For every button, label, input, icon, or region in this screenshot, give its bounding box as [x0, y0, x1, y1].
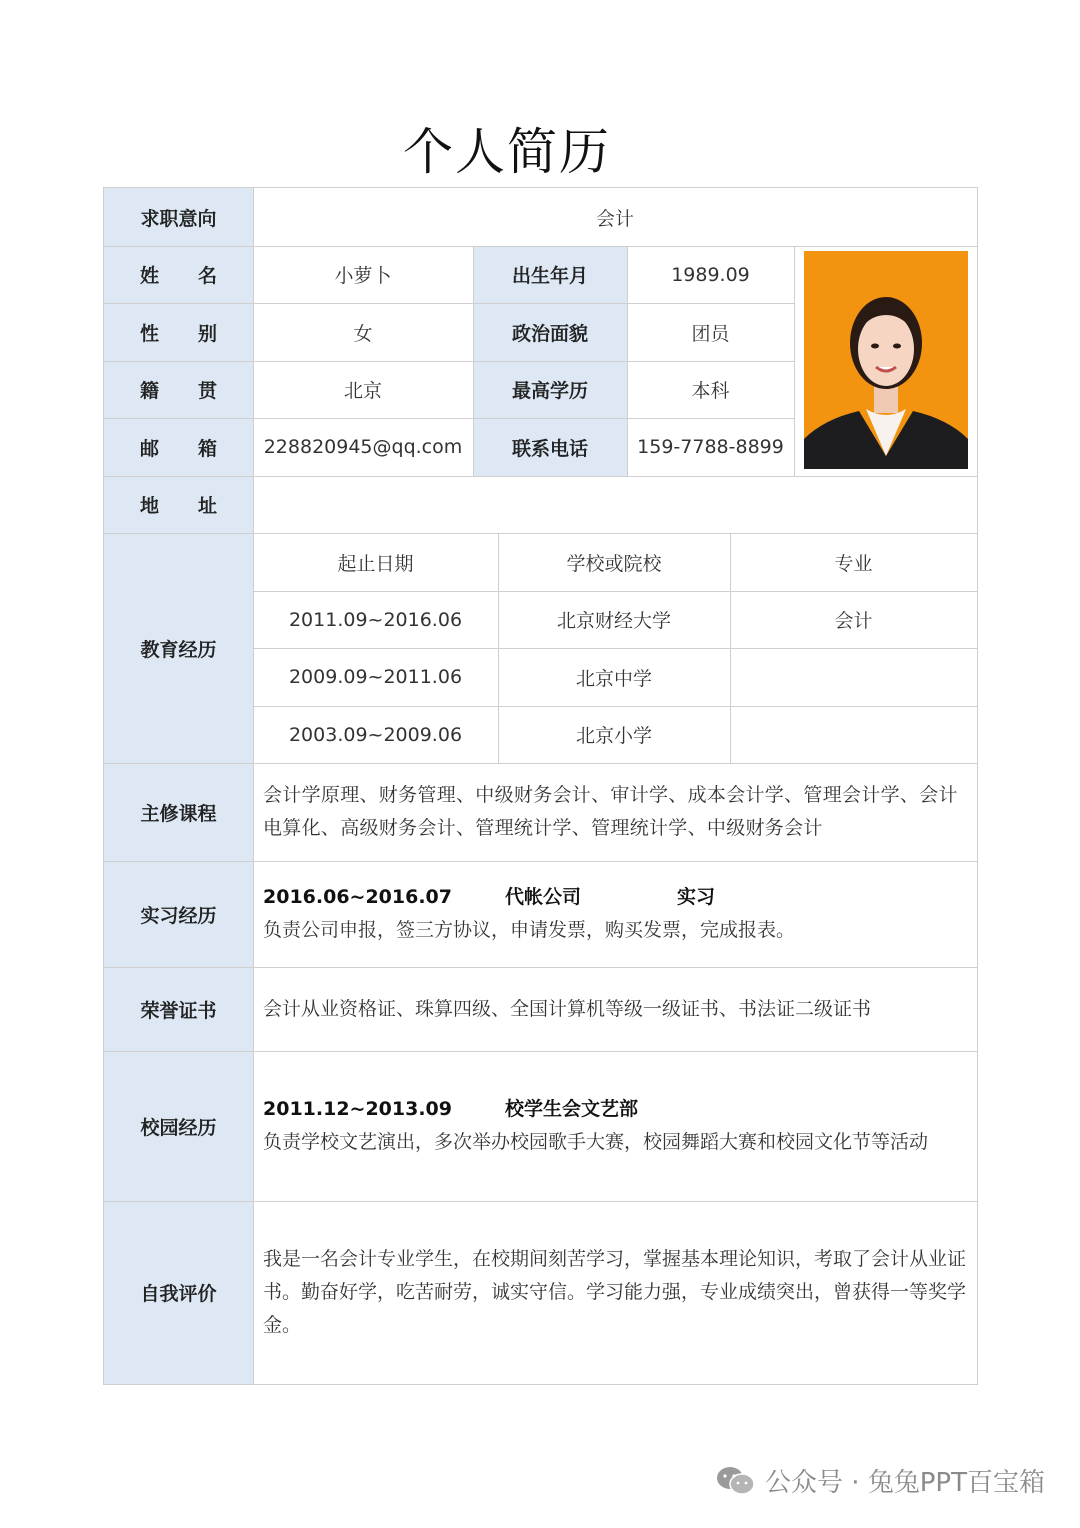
- grid-hline: [253, 706, 977, 707]
- label-gender: [104, 303, 253, 361]
- grid-hline: [104, 967, 977, 968]
- courses-text: [253, 763, 977, 861]
- grid-vline: [253, 188, 254, 1384]
- edu-row3-date: 2003.09~2009.06: [288, 723, 463, 746]
- edu-row2-major: [730, 648, 977, 706]
- value-phone: 159-7788-8899: [637, 436, 784, 458]
- internship-desc: 负责公司申报，签三方协议，申请发票，购买发票，完成报表。: [263, 919, 796, 941]
- edu-row1-date: 2011.09~2016.06: [288, 608, 463, 631]
- self-eval-text: [253, 1201, 977, 1384]
- grid-hline: [104, 361, 794, 362]
- label-email: [104, 418, 253, 476]
- edu-row2-date: 2009.09~2011.06: [288, 666, 463, 688]
- watermark: [715, 1462, 1045, 1499]
- edu-row3-major: [730, 706, 977, 763]
- edu-header-major: 专业: [834, 552, 873, 575]
- edu-row2-school: 北京中学: [575, 667, 652, 690]
- campus-heading: [263, 1093, 928, 1126]
- internship-role: 实习: [677, 886, 716, 908]
- grid-vline: [627, 246, 628, 476]
- value-address: [253, 476, 977, 533]
- campus-content: [263, 1093, 928, 1159]
- grid-hline: [104, 1201, 977, 1202]
- grid-hline: [104, 418, 794, 419]
- label-degree: 最高学历: [473, 361, 627, 418]
- wechat-icon: [715, 1465, 755, 1497]
- grid-vline: [473, 246, 474, 476]
- campus-desc: 负责学校文艺演出，多次举办校园歌手大赛，校园舞蹈大赛和校园文化节等活动: [263, 1131, 929, 1153]
- edu-row3-school: 北京小学: [575, 725, 652, 747]
- label-name: [104, 246, 253, 303]
- grid-hline: [104, 246, 977, 247]
- label-name-char1: 姓: [140, 265, 160, 287]
- label-internship: 实习经历: [104, 861, 253, 967]
- value-objective: 会计: [595, 207, 634, 230]
- grid-hline: [104, 476, 977, 477]
- label-name-char2: 名: [197, 265, 217, 287]
- label-origin-char1: 籍: [140, 380, 160, 402]
- value-political: 团员: [691, 322, 730, 345]
- page-title: 个人简历: [403, 123, 611, 181]
- label-self-eval: 自我评价: [104, 1201, 253, 1384]
- label-campus: 校园经历: [104, 1051, 253, 1201]
- grid-vline: [730, 533, 731, 763]
- edu-row1-school: 北京财经大学: [556, 610, 671, 632]
- self-eval-paragraph: 我是一名会计专业学生，在校期间刻苦学习，掌握基本理论知识，考取了会计从业证书。勤奋好学，吃苦耐劳，诚实守信。学习能力强，专业成绩突出，曾获得一等奖学金。: [263, 1248, 967, 1336]
- value-gender: 女: [353, 322, 373, 345]
- grid-hline: [104, 533, 977, 534]
- label-objective-text: 求职意向: [140, 207, 217, 230]
- edu-row1-major: 会计: [834, 610, 873, 632]
- grid-hline: [253, 591, 977, 592]
- grid-hline: [104, 861, 977, 862]
- edu-header-date: 起止日期: [337, 552, 414, 575]
- label-objective: [104, 188, 253, 246]
- value-email: 228820945@qq.com: [263, 436, 463, 458]
- value-degree: 本科: [691, 380, 730, 402]
- grid-vline: [498, 533, 499, 763]
- courses-paragraph: 会计学原理、财务管理、中级财务会计、审计学、成本会计学、管理会计学、会计电算化、高级财务会计、管理统计学、管理统计学、中级财务会计: [263, 784, 958, 839]
- grid-hline: [104, 763, 977, 764]
- label-origin: [104, 361, 253, 418]
- internship-company: 代帐公司: [505, 886, 582, 908]
- profile-photo: [804, 251, 968, 469]
- campus-org: 校学生会文艺部: [505, 1098, 639, 1120]
- grid-vline: [794, 246, 795, 476]
- watermark-text: 公众号 · 兔兔PPT百宝箱: [764, 1468, 1045, 1498]
- campus-block: [253, 1051, 977, 1201]
- label-origin-char2: 贯: [197, 380, 217, 402]
- label-email-char2: 箱: [197, 437, 217, 460]
- label-gender-char2: 别: [197, 322, 217, 345]
- label-address: [104, 476, 253, 533]
- label-birth: 出生年月: [473, 246, 627, 303]
- label-email-char1: 邮: [140, 437, 160, 460]
- label-address-char1: 地: [140, 495, 160, 517]
- label-honors: 荣誉证书: [104, 967, 253, 1051]
- label-courses: 主修课程: [104, 763, 253, 861]
- internship-heading: [263, 881, 795, 914]
- internship-content: [263, 881, 795, 947]
- honors-text: 会计从业资格证、珠算四级、全国计算机等级一级证书、书法证二级证书: [263, 997, 872, 1020]
- label-gender-char1: 性: [140, 322, 160, 345]
- campus-period: 2011.12~2013.09: [263, 1098, 452, 1120]
- grid-hline: [104, 1051, 977, 1052]
- internship-block: [253, 861, 977, 967]
- grid-hline: [104, 303, 794, 304]
- label-education: 教育经历: [104, 533, 253, 763]
- label-political: 政治面貌: [473, 303, 627, 361]
- value-birth: 1989.09: [671, 263, 750, 286]
- portrait-image: [804, 251, 968, 469]
- label-phone: 联系电话: [473, 418, 627, 476]
- grid-hline: [253, 648, 977, 649]
- value-origin: 北京: [343, 380, 382, 402]
- edu-header-school: 学校或院校: [566, 552, 662, 575]
- internship-period: 2016.06~2016.07: [263, 886, 452, 908]
- value-name: 小萝卜: [334, 265, 392, 287]
- label-address-char2: 址: [197, 495, 217, 517]
